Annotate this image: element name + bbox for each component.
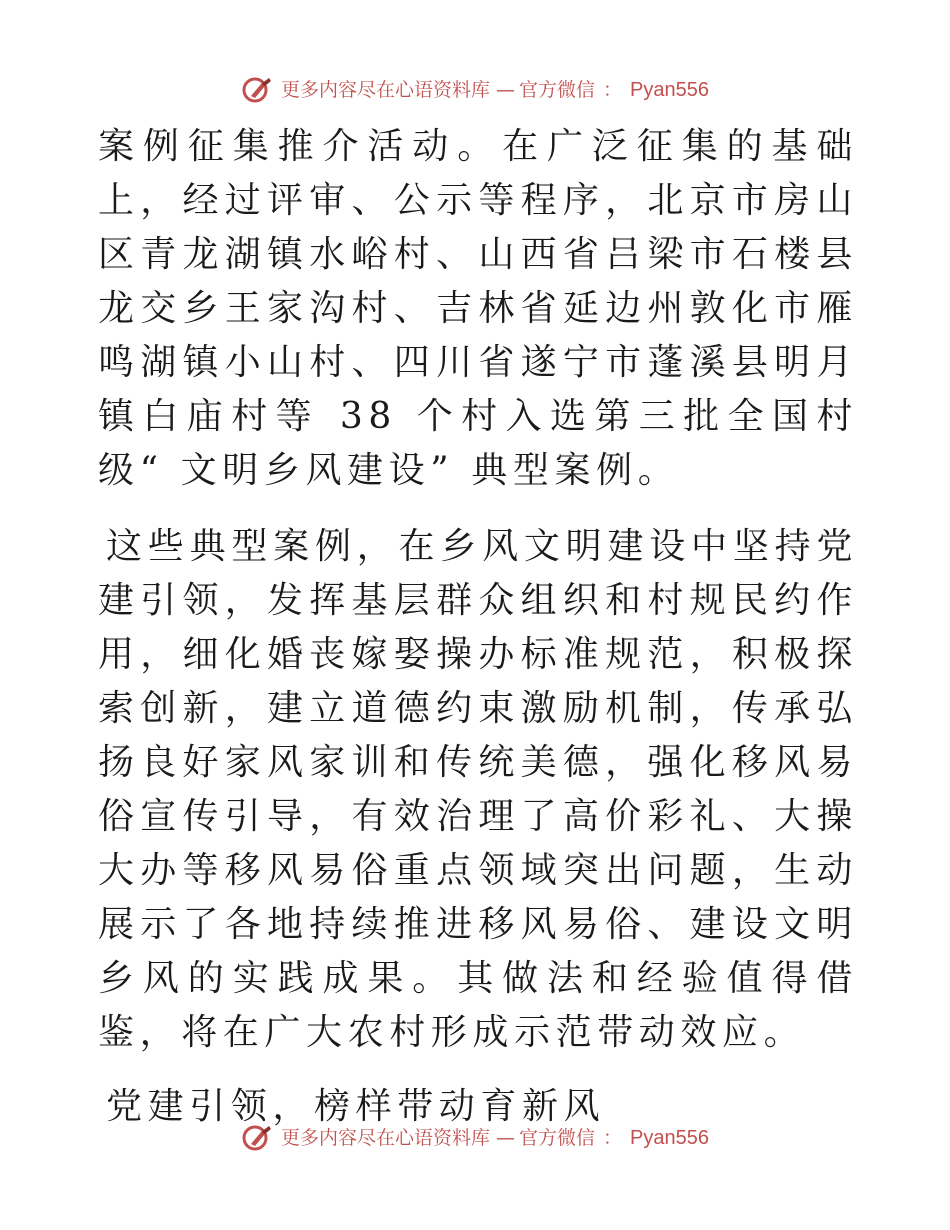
footer-watermark	[0, 1124, 950, 1152]
section-heading-party-leadership: 党建引领，榜样带动育新风	[106, 1086, 606, 1127]
watermark-wechat-label: 官方微信	[519, 1127, 596, 1149]
paragraph-case-selection: 案例征集推介活动。在广泛征集的基础上，经过评审、公示等程序，北京市房山区青龙湖镇水峪村、山西省吕梁市石楼县龙交乡王家沟村、吉林省延边州敦化市雁鸣湖镇小山村、四川省遂宁市蓬溪县明月镇白庙村等 38 个村入选第三批全国村级“ 文明乡风建设” 典型案例。	[98, 126, 858, 491]
header-watermark	[0, 76, 950, 104]
document-body	[98, 120, 858, 1134]
watermark-wechat-id: Pyan556	[630, 79, 709, 101]
paragraph-typical-cases: 这些典型案例，在乡风文明建设中坚持党建引领，发挥基层群众组织和村规民约作用，细化婚丧嫁娶操办标准规范，积极探索创新，建立道德约束激励机制，传承弘扬良好家风家训和传统美德，强化移风易俗宣传引导，有效治理了高价彩礼、大操大办等移风易俗重点领域突出问题，生动展示了各地持续推进移风易俗、建设文明乡风的实践成果。其做法和经验值得借鉴，将在广大农村形成示范带动效应。	[98, 526, 858, 1053]
pen-nib-circle-icon	[241, 76, 275, 104]
watermark-wechat-id: Pyan556	[630, 1127, 709, 1149]
watermark-wechat-label: 官方微信	[519, 79, 596, 101]
watermark-colon: ：	[603, 1127, 623, 1149]
watermark-colon: ：	[603, 79, 623, 101]
watermark-site-text: 更多内容尽在心语资料库	[280, 79, 490, 101]
pen-nib-circle-icon	[241, 1124, 275, 1152]
watermark-site-text: 更多内容尽在心语资料库	[280, 1127, 490, 1149]
watermark-dash: —	[496, 1127, 513, 1149]
watermark-dash: —	[496, 79, 513, 101]
